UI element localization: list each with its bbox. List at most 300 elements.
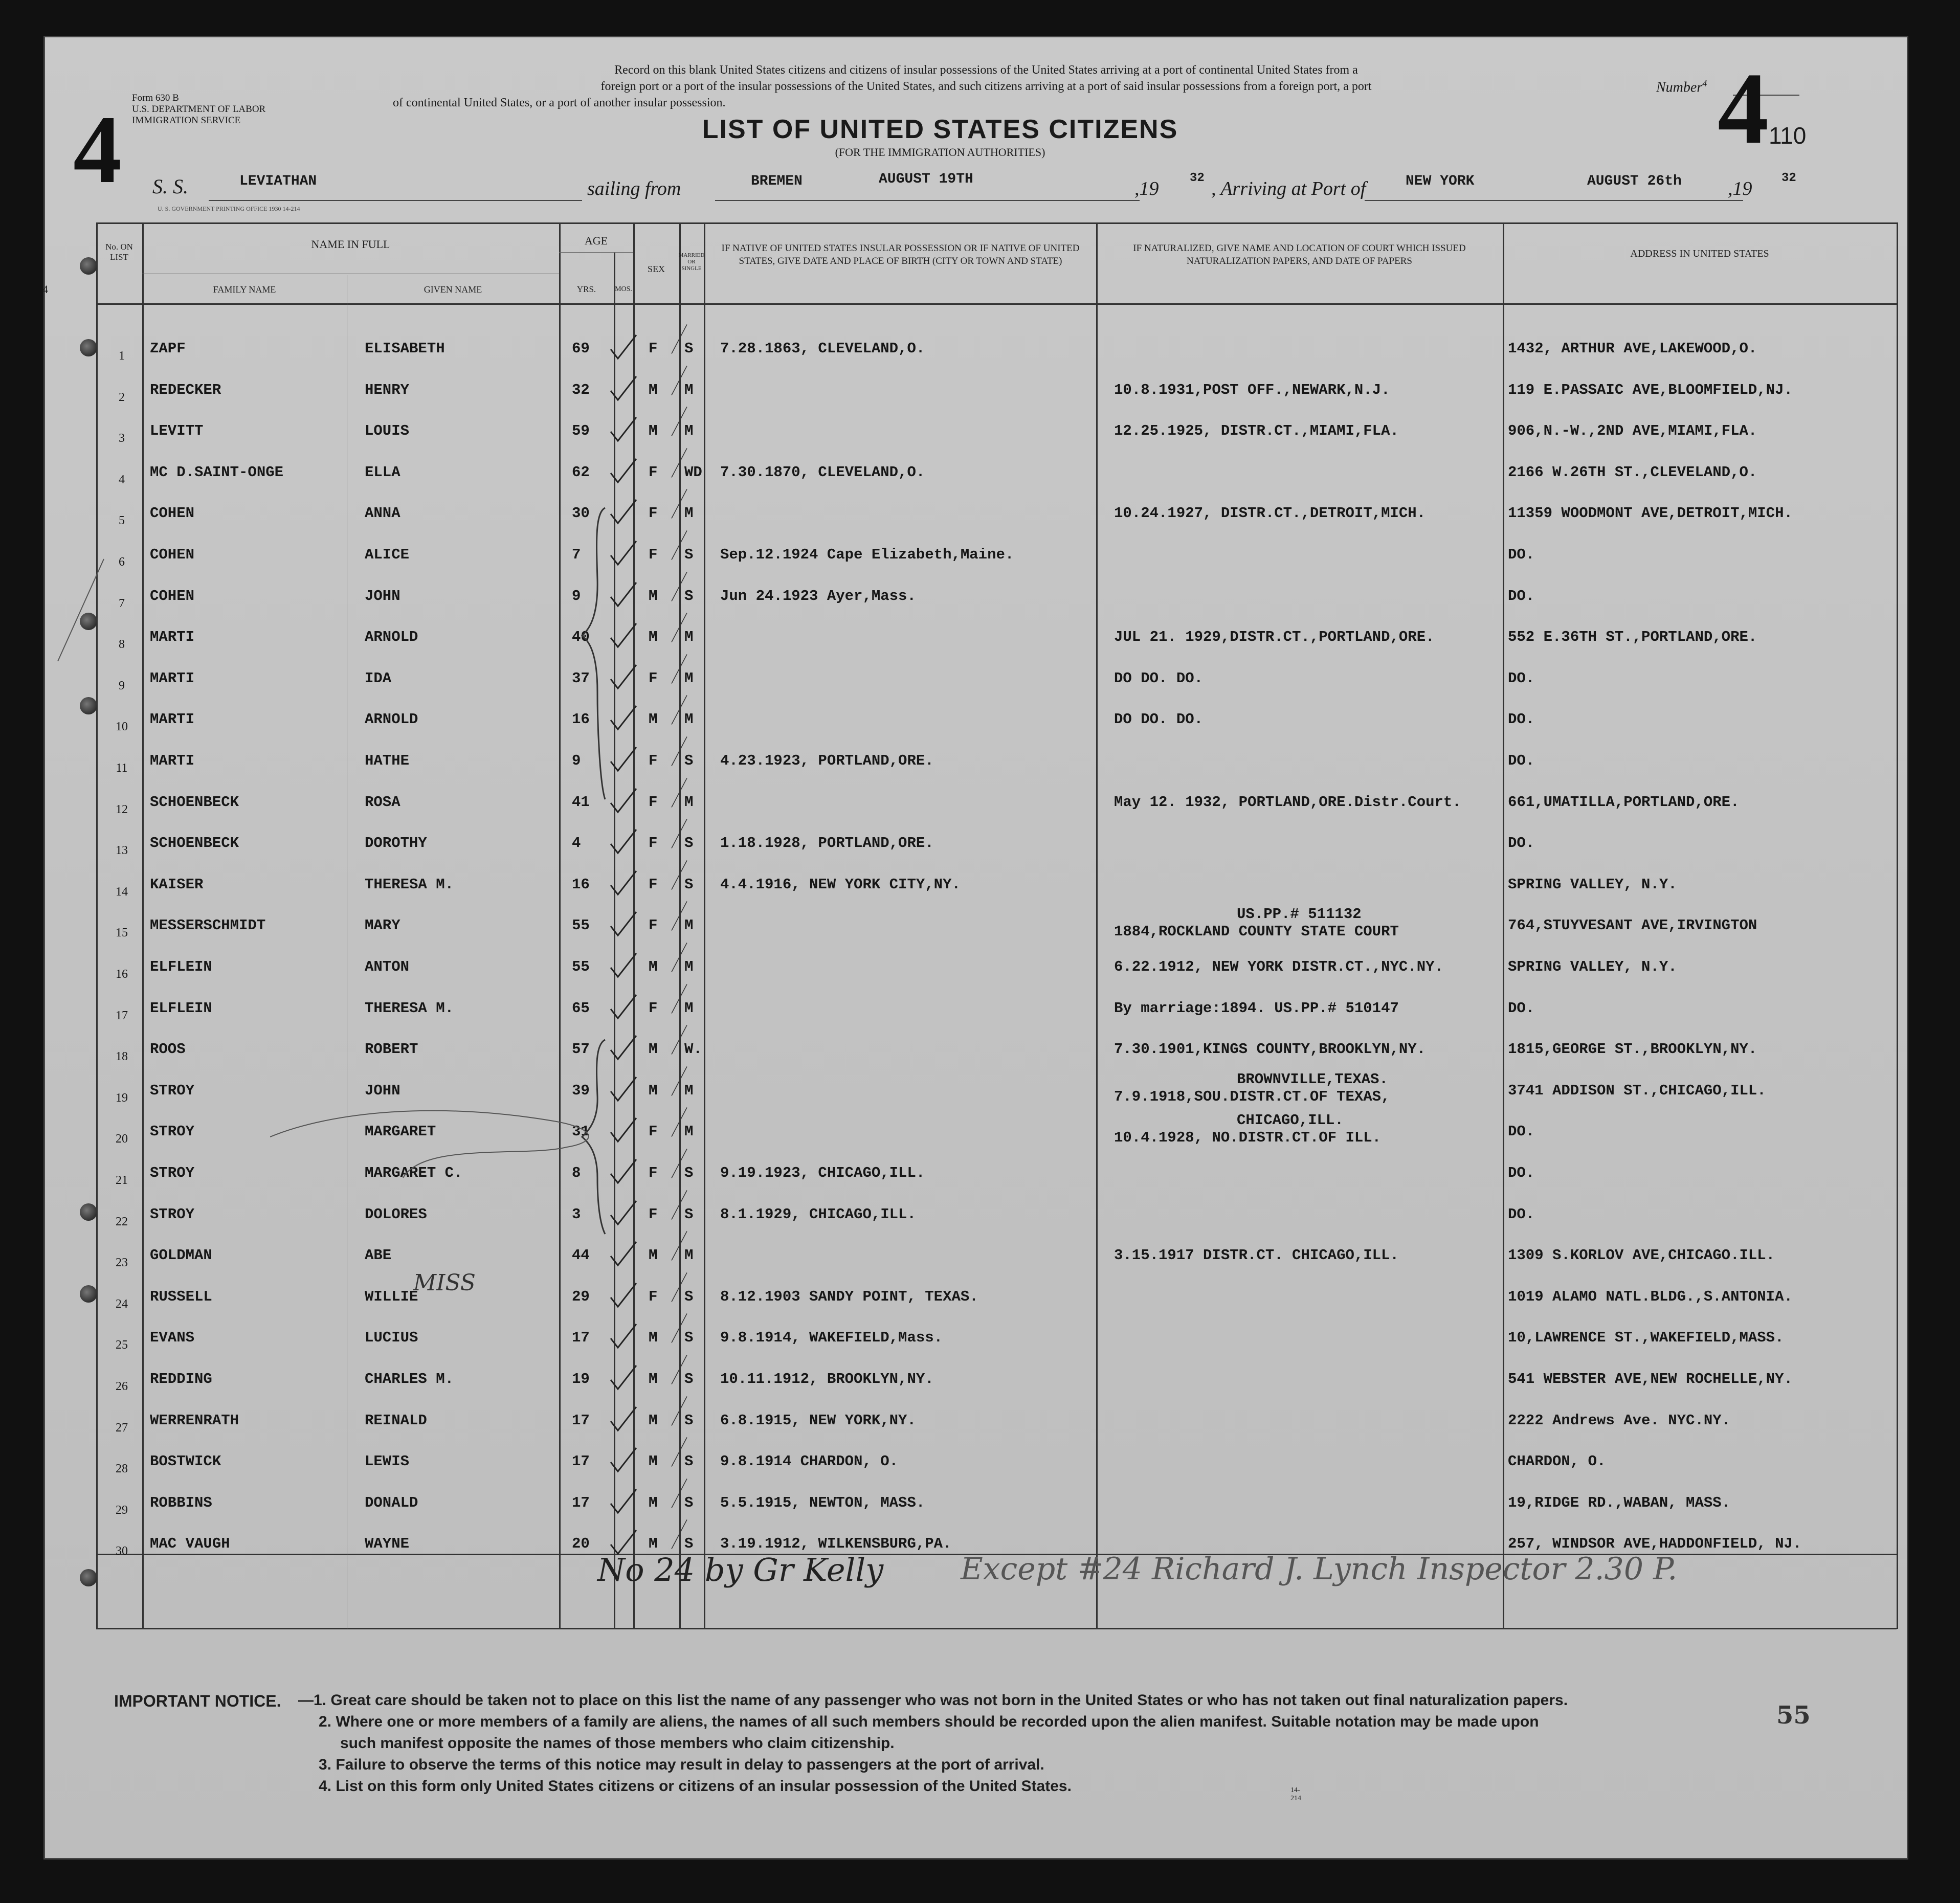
pen-stroke-icon — [664, 447, 695, 478]
pen-stroke-icon — [664, 1230, 695, 1261]
cell-sex: M — [649, 1329, 658, 1347]
table-row — [45, 617, 1907, 658]
cell-ms: S — [684, 752, 694, 769]
table-row — [45, 1318, 1907, 1359]
cell-ms: S — [684, 1494, 694, 1511]
printer-line: U. S. GOVERNMENT PRINTING OFFICE 1930 14-214 — [158, 205, 300, 212]
cell-given: WILLIE — [365, 1288, 418, 1305]
table-row — [45, 782, 1907, 823]
cell-no: 11 — [116, 762, 128, 775]
cell-no: 29 — [116, 1503, 128, 1517]
cell-nat: US.PP.# 511132 1884,ROCKLAND COUNTY STATE COURT — [1114, 906, 1399, 941]
cell-family: MARTI — [150, 669, 195, 687]
cell-no: 15 — [116, 926, 128, 940]
cell-birth: 1.18.1928, PORTLAND,ORE. — [720, 835, 934, 852]
table-row — [45, 411, 1907, 452]
cell-sex: F — [649, 835, 658, 852]
cell-nat: CHICAGO,ILL. 10.4.1928, NO.DISTR.CT.OF ILL. — [1114, 1112, 1382, 1147]
cell-age: 44 — [572, 1247, 590, 1264]
cell-sex: F — [649, 793, 658, 811]
cell-ms: WD — [684, 463, 702, 481]
cell-addr: DO. — [1508, 999, 1535, 1017]
date-to: AUGUST 26th — [1587, 173, 1682, 189]
cell-ms: S — [684, 1412, 694, 1429]
year-to: 32 — [1781, 171, 1796, 185]
header-naturalized: IF NATURALIZED, GIVE NAME AND LOCATION OF COURT WHICH ISSUED NATURALIZATION PAPERS, AND DATE OF PAPERS — [1133, 243, 1466, 266]
cell-no: 3 — [119, 432, 125, 445]
cell-addr: DO. — [1508, 1165, 1535, 1181]
cell-birth: 10.11.1912, BROOKLYN,NY. — [720, 1371, 934, 1387]
cell-ms: S — [684, 340, 694, 357]
table-row — [45, 1195, 1907, 1236]
table-row — [45, 989, 1907, 1029]
cell-nat: DO DO. DO. — [1114, 711, 1204, 728]
cell-nat: By marriage:1894. US.PP.# 510147 — [1114, 999, 1399, 1017]
cell-family: KAISER — [150, 876, 204, 893]
cell-age: 19 — [572, 1371, 590, 1387]
pen-stroke-icon — [664, 736, 695, 767]
pen-stroke-icon — [664, 1478, 695, 1509]
cell-given: HATHE — [365, 752, 410, 769]
pen-stroke-icon — [664, 1066, 695, 1096]
cell-nat: 3.15.1917 DISTR.CT. CHICAGO,ILL. — [1114, 1247, 1399, 1264]
cell-age: 7 — [572, 546, 581, 563]
cell-addr: DO. — [1508, 711, 1535, 728]
cell-no: 7 — [119, 596, 125, 610]
year-from: 32 — [1190, 171, 1205, 185]
cell-given: LOUIS — [365, 422, 410, 440]
cell-addr: 119 E.PASSAIC AVE,BLOOMFIELD,NJ. — [1508, 381, 1793, 398]
checkmark-icon — [608, 373, 638, 404]
cell-no: 22 — [116, 1215, 128, 1228]
cell-ms: S — [684, 1288, 694, 1305]
cell-sex: M — [649, 1453, 658, 1470]
year-prefix-2: ,19 — [1728, 178, 1752, 199]
cell-no: 4 — [119, 473, 125, 486]
cell-given: DOLORES — [365, 1205, 427, 1223]
cell-given: THERESA M. — [365, 999, 454, 1017]
cell-no: 24 — [116, 1297, 128, 1311]
pen-stroke-icon — [664, 324, 695, 354]
table-row — [45, 370, 1907, 411]
cell-no: 17 — [116, 1009, 128, 1022]
cell-sex: F — [649, 999, 658, 1017]
cell-sex: M — [649, 422, 658, 440]
cell-given: MARGARET C. — [365, 1165, 463, 1181]
cell-given: MARGARET — [365, 1123, 436, 1140]
cell-ms: M — [684, 381, 694, 398]
cell-given: MARY — [365, 917, 400, 934]
cell-birth: 7.28.1863, CLEVELAND,O. — [720, 340, 925, 357]
cell-addr: 906,N.-W.,2ND AVE,MIAMI,FLA. — [1508, 422, 1757, 440]
cell-family: ROBBINS — [150, 1494, 212, 1511]
cell-sex: M — [649, 381, 658, 398]
cell-birth: 3.19.1912, WILKENSBURG,PA. — [720, 1535, 952, 1553]
table-row — [45, 1401, 1907, 1442]
cell-birth: 4.23.1923, PORTLAND,ORE. — [720, 752, 934, 769]
pen-stroke-icon — [664, 695, 695, 725]
cell-no: 16 — [116, 968, 128, 981]
cell-addr: 552 E.36TH ST.,PORTLAND,ORE. — [1508, 629, 1757, 646]
punch-hole — [80, 1569, 97, 1586]
pen-stroke-icon — [664, 1024, 695, 1055]
header-sex: SEX — [647, 264, 665, 274]
cell-sex: M — [649, 1082, 658, 1099]
age-subheader-line — [559, 252, 633, 253]
pen-stroke-icon — [664, 942, 695, 973]
service: IMMIGRATION SERVICE — [132, 115, 241, 126]
cell-age: 17 — [572, 1494, 590, 1511]
cell-ms: M — [684, 793, 694, 811]
header-bottom-border — [96, 303, 1897, 305]
handwritten-miss: MISS — [413, 1270, 476, 1296]
cell-nat: 10.8.1931,POST OFF.,NEWARK,N.J. — [1114, 381, 1390, 398]
cell-addr: 1815,GEORGE ST.,BROOKLYN,NY. — [1508, 1041, 1757, 1058]
cell-ms: S — [684, 1453, 694, 1470]
cell-addr: 2166 W.26TH ST.,CLEVELAND,O. — [1508, 463, 1757, 481]
cell-addr: 11359 WOODMONT AVE,DETROIT,MICH. — [1508, 505, 1793, 522]
cell-no: 21 — [116, 1174, 128, 1187]
cell-family: EVANS — [150, 1329, 195, 1347]
cell-addr: 257, WINDSOR AVE,HADDONFIELD, NJ. — [1508, 1535, 1802, 1553]
cell-family: REDECKER — [150, 381, 221, 398]
number-big: 4 — [1718, 52, 1769, 165]
date-from: AUGUST 19TH — [879, 171, 973, 187]
cell-age: 16 — [572, 876, 590, 893]
cell-given: HENRY — [365, 381, 410, 398]
checkmark-icon — [608, 1362, 638, 1393]
cell-family: LEVITT — [150, 422, 204, 440]
preamble-line: Record on this blank United States citizens and citizens of insular possessions of the United States arriving at a port of continental United States from a — [614, 63, 1358, 77]
cell-addr: DO. — [1508, 752, 1535, 769]
cell-age: 3 — [572, 1205, 581, 1223]
cell-birth: 8.1.1929, CHICAGO,ILL. — [720, 1205, 916, 1223]
form-code: 14-214 — [1290, 1786, 1301, 1802]
cell-age: 16 — [572, 711, 590, 728]
cell-no: 28 — [116, 1462, 128, 1476]
cell-no: 1 — [119, 349, 125, 363]
header-no-on-list: No. ON LIST — [105, 242, 133, 262]
cell-age: 30 — [572, 505, 590, 522]
cell-birth: 9.8.1914 CHARDON, O. — [720, 1453, 899, 1470]
cell-family: ZAPF — [150, 340, 186, 357]
cell-sex: F — [649, 752, 658, 769]
cell-nat: May 12. 1932, PORTLAND,ORE.Distr.Court. — [1114, 793, 1461, 811]
cell-family: ELFLEIN — [150, 999, 212, 1017]
sailing-underline — [715, 200, 1140, 201]
arriving-underline — [1365, 200, 1743, 201]
cell-family: STROY — [150, 1165, 195, 1181]
header-age: AGE — [584, 234, 608, 247]
cell-family: COHEN — [150, 505, 195, 522]
margin-pen-stroke — [53, 554, 114, 666]
checkmark-icon — [608, 332, 638, 363]
cell-sex: M — [649, 1041, 658, 1058]
checkmark-icon — [608, 1321, 638, 1352]
cell-addr: SPRING VALLEY, N.Y. — [1508, 876, 1677, 893]
cell-family: MESSERSCHMIDT — [150, 917, 266, 934]
cell-family: MARTI — [150, 629, 195, 646]
cell-sex: M — [649, 1535, 658, 1553]
table-row — [45, 329, 1907, 370]
cell-no: 12 — [116, 802, 128, 816]
cell-given: LUCIUS — [365, 1329, 418, 1347]
left-margin-mark: 4 — [42, 283, 48, 296]
cell-age: 31 — [572, 1123, 590, 1140]
cell-age: 32 — [572, 381, 590, 398]
punch-hole — [80, 1285, 97, 1303]
cell-birth: 7.30.1870, CLEVELAND,O. — [720, 463, 925, 481]
header-yrs: YRS. — [576, 284, 596, 294]
cell-ms: M — [684, 958, 694, 975]
table-row — [45, 1483, 1907, 1524]
cell-nat: 7.30.1901,KINGS COUNTY,BROOKLYN,NY. — [1114, 1041, 1426, 1058]
cell-given: JOHN — [365, 587, 400, 605]
header-mos: MOS. — [615, 285, 632, 293]
pen-stroke-icon — [664, 571, 695, 602]
table-row — [45, 906, 1907, 947]
cell-age: 69 — [572, 340, 590, 357]
cell-addr: DO. — [1508, 669, 1535, 687]
table-row — [45, 453, 1907, 494]
cell-sex: F — [649, 1165, 658, 1181]
cell-ms: M — [684, 1123, 694, 1140]
cell-no: 5 — [119, 514, 125, 528]
pen-stroke-icon — [664, 1148, 695, 1179]
cell-addr: SPRING VALLEY, N.Y. — [1508, 958, 1677, 975]
port-from: BREMEN — [751, 173, 803, 189]
cell-no: 2 — [119, 390, 125, 404]
cell-age: 9 — [572, 587, 581, 605]
preamble-line: foreign port or a port of the insular possessions of the United States, and such citizens arriving at a port of said insular possessions from a foreign port, a port — [600, 80, 1372, 93]
cell-no: 8 — [119, 638, 125, 652]
cell-birth: Jun 24.1923 Ayer,Mass. — [720, 587, 916, 605]
cell-nat: JUL 21. 1929,DISTR.CT.,PORTLAND,ORE. — [1114, 629, 1435, 646]
cell-age: 37 — [572, 669, 590, 687]
notice-item-2: 2. Where one or more members of a family are aliens, the names of all such members should be recorded upon the alien manifest. Suitable notation may be made upon — [319, 1713, 1539, 1730]
cell-ms: S — [684, 1329, 694, 1347]
table-row — [45, 1029, 1907, 1070]
cell-sex: F — [649, 1123, 658, 1140]
cell-nat: BROWNVILLE,TEXAS. 7.9.1918,SOU.DISTR.CT.OF TEXAS, — [1114, 1070, 1390, 1105]
pen-stroke-icon — [664, 1190, 695, 1220]
preamble — [372, 62, 1600, 111]
table-row — [45, 1277, 1907, 1318]
cell-addr: 1432, ARTHUR AVE,LAKEWOOD,O. — [1508, 340, 1757, 357]
cell-ms: S — [684, 1371, 694, 1387]
cell-ms: S — [684, 876, 694, 893]
pen-stroke-icon — [664, 1354, 695, 1385]
cell-sex: M — [649, 1494, 658, 1511]
checkmark-icon — [608, 414, 638, 445]
table-row — [45, 535, 1907, 576]
cell-family: STROY — [150, 1082, 195, 1099]
cell-age: 17 — [572, 1412, 590, 1429]
cell-family: SCHOENBECK — [150, 793, 239, 811]
cell-age: 17 — [572, 1453, 590, 1470]
cell-given: ROSA — [365, 793, 400, 811]
form-id: Form 630 B — [132, 93, 179, 103]
cell-sex: F — [649, 669, 658, 687]
cell-family: COHEN — [150, 587, 195, 605]
cell-ms: S — [684, 835, 694, 852]
cell-family: GOLDMAN — [150, 1247, 212, 1264]
cell-family: MAC VAUGH — [150, 1535, 230, 1553]
cell-age: 40 — [572, 629, 590, 646]
table-row — [45, 741, 1907, 782]
cell-age: 20 — [572, 1535, 590, 1553]
cell-family: BOSTWICK — [150, 1453, 221, 1470]
cell-family: MARTI — [150, 711, 195, 728]
table-row — [45, 659, 1907, 700]
cell-addr: 1019 ALAMO NATL.BLDG.,S.ANTONIA. — [1508, 1288, 1793, 1305]
cell-sex: F — [649, 1205, 658, 1223]
cell-nat: 10.24.1927, DISTR.CT.,DETROIT,MICH. — [1114, 505, 1426, 522]
cell-ms: S — [684, 587, 694, 605]
cell-sex: M — [649, 711, 658, 728]
notice-item-4: 4. List on this form only United States citizens or citizens of an insular possession of the United States. — [319, 1778, 1072, 1795]
cell-no: 6 — [119, 555, 125, 569]
cell-ms: M — [684, 669, 694, 687]
cell-family: STROY — [150, 1123, 195, 1140]
cell-no: 19 — [116, 1091, 128, 1105]
table-row — [45, 947, 1907, 988]
cell-sex: F — [649, 1288, 658, 1305]
notice-item-1: —1. Great care should be taken not to place on this list the name of any passenger who was not born in the United States or who has not taken out final naturalization papers. — [298, 1692, 1568, 1709]
cell-family: ROOS — [150, 1041, 186, 1058]
cell-family: WERRENRATH — [150, 1412, 239, 1429]
number-label: Number$^4$ — [1656, 78, 1707, 96]
cell-addr: CHARDON, O. — [1508, 1453, 1606, 1470]
cell-given: CHARLES M. — [365, 1371, 454, 1387]
cell-no: 10 — [116, 720, 128, 734]
cell-sex: F — [649, 463, 658, 481]
cell-ms: M — [684, 711, 694, 728]
cell-birth: 9.8.1914, WAKEFIELD,Mass. — [720, 1329, 943, 1347]
notice-item-2-cont: such manifest opposite the names of those members who claim citizenship. — [340, 1735, 895, 1752]
cell-sex: F — [649, 876, 658, 893]
cell-addr: 764,STUYVESANT AVE,IRVINGTON — [1508, 917, 1757, 934]
cell-addr: 661,UMATILLA,PORTLAND,ORE. — [1508, 793, 1740, 811]
cell-age: 17 — [572, 1329, 590, 1347]
cell-ms: M — [684, 505, 694, 522]
cell-sex: M — [649, 1412, 658, 1429]
notice-label: IMPORTANT NOTICE. — [114, 1692, 281, 1710]
cell-ms: S — [684, 1165, 694, 1181]
pen-stroke-icon — [664, 818, 695, 849]
cell-family: MC D.SAINT-ONGE — [150, 463, 284, 481]
pen-stroke-icon — [664, 983, 695, 1014]
pen-stroke-icon — [664, 406, 695, 440]
cell-no: 14 — [116, 885, 128, 899]
table-row — [45, 823, 1907, 864]
form-id-block — [132, 93, 265, 126]
cell-age: 4 — [572, 835, 581, 852]
cell-given: ALICE — [365, 546, 410, 563]
punch-hole — [80, 339, 97, 356]
cell-addr: 19,RIDGE RD.,WABAN, MASS. — [1508, 1494, 1731, 1511]
handwritten-note-right: Except #24 Richard J. Lynch Inspector 2.30 P. — [961, 1551, 1678, 1587]
pen-stroke-icon — [664, 860, 695, 890]
cell-given: REINALD — [365, 1412, 427, 1429]
cell-age: 55 — [572, 958, 590, 975]
cell-given: ARNOLD — [365, 629, 418, 646]
cell-birth: 6.8.1915, NEW YORK,NY. — [720, 1412, 916, 1429]
cell-ms: M — [684, 422, 694, 440]
ship-name: LEVIATHAN — [239, 173, 317, 189]
left-big-number: 4 — [73, 96, 122, 204]
table-row — [45, 700, 1907, 741]
cell-addr: 2222 Andrews Ave. NYC.NY. — [1508, 1412, 1731, 1429]
cell-no: 27 — [116, 1421, 128, 1435]
cell-sex: M — [649, 1371, 658, 1387]
checkmark-icon — [608, 1445, 638, 1475]
page-title: LIST OF UNITED STATES CITIZENS — [702, 115, 1178, 144]
cell-birth: 4.4.1916, NEW YORK CITY,NY. — [720, 876, 961, 893]
cell-given: ANNA — [365, 505, 400, 522]
cell-sex: M — [649, 958, 658, 975]
sailing-label: sailing from — [587, 178, 681, 199]
cell-ms: S — [684, 1535, 694, 1553]
family-brackets — [556, 498, 659, 1316]
cell-given: IDA — [365, 669, 392, 687]
cell-sex: M — [649, 629, 658, 646]
cell-no: 26 — [116, 1380, 128, 1393]
checkmark-icon — [608, 456, 638, 486]
cell-ms: M — [684, 999, 694, 1017]
ship-underline — [209, 200, 582, 201]
cell-birth: Sep.12.1924 Cape Elizabeth,Maine. — [720, 546, 1014, 563]
pen-stroke-icon — [664, 1437, 695, 1467]
cell-age: 29 — [572, 1288, 590, 1305]
punch-hole — [80, 697, 97, 714]
checkmark-icon — [608, 1404, 638, 1435]
cell-given: ARNOLD — [365, 711, 418, 728]
pen-stroke-icon — [664, 1107, 695, 1137]
cell-birth: 9.19.1923, CHICAGO,ILL. — [720, 1165, 925, 1181]
cell-given: DONALD — [365, 1494, 418, 1511]
cell-age: 9 — [572, 752, 581, 769]
cell-family: ELFLEIN — [150, 958, 212, 975]
cell-age: 57 — [572, 1041, 590, 1058]
cell-no: 13 — [116, 844, 128, 858]
header-married-or-single: MARRIED OR SINGLE — [678, 252, 705, 272]
punch-hole — [80, 257, 97, 275]
cell-addr: 541 WEBSTER AVE,NEW ROCHELLE,NY. — [1508, 1371, 1793, 1387]
manifest-sheet — [43, 36, 1908, 1860]
cell-birth: 8.12.1903 SANDY POINT, TEXAS. — [720, 1288, 978, 1305]
table-top-border — [96, 222, 1897, 224]
cell-age: 55 — [572, 917, 590, 934]
cell-family: STROY — [150, 1205, 195, 1223]
ss-label: S. S. — [152, 175, 188, 198]
cell-ms: S — [684, 1205, 694, 1223]
cell-sex: F — [649, 917, 658, 934]
page-subtitle: (FOR THE IMMIGRATION AUTHORITIES) — [835, 146, 1045, 159]
cell-age: 39 — [572, 1082, 590, 1099]
preamble-line: of continental United States, or a port of another insular possession. — [393, 96, 726, 109]
pen-stroke-icon — [664, 1313, 695, 1347]
pen-stroke-icon — [664, 488, 695, 519]
cell-no: 9 — [119, 679, 125, 692]
cell-family: RUSSELL — [150, 1288, 212, 1305]
cell-given: LEWIS — [365, 1453, 410, 1470]
stroy-pen-curve — [270, 1070, 638, 1193]
cell-nat: 6.22.1912, NEW YORK DISTR.CT.,NYC.NY. — [1114, 958, 1443, 975]
table-row — [45, 1236, 1907, 1277]
cell-ms: W. — [684, 1041, 702, 1058]
cell-age: 8 — [572, 1165, 581, 1181]
